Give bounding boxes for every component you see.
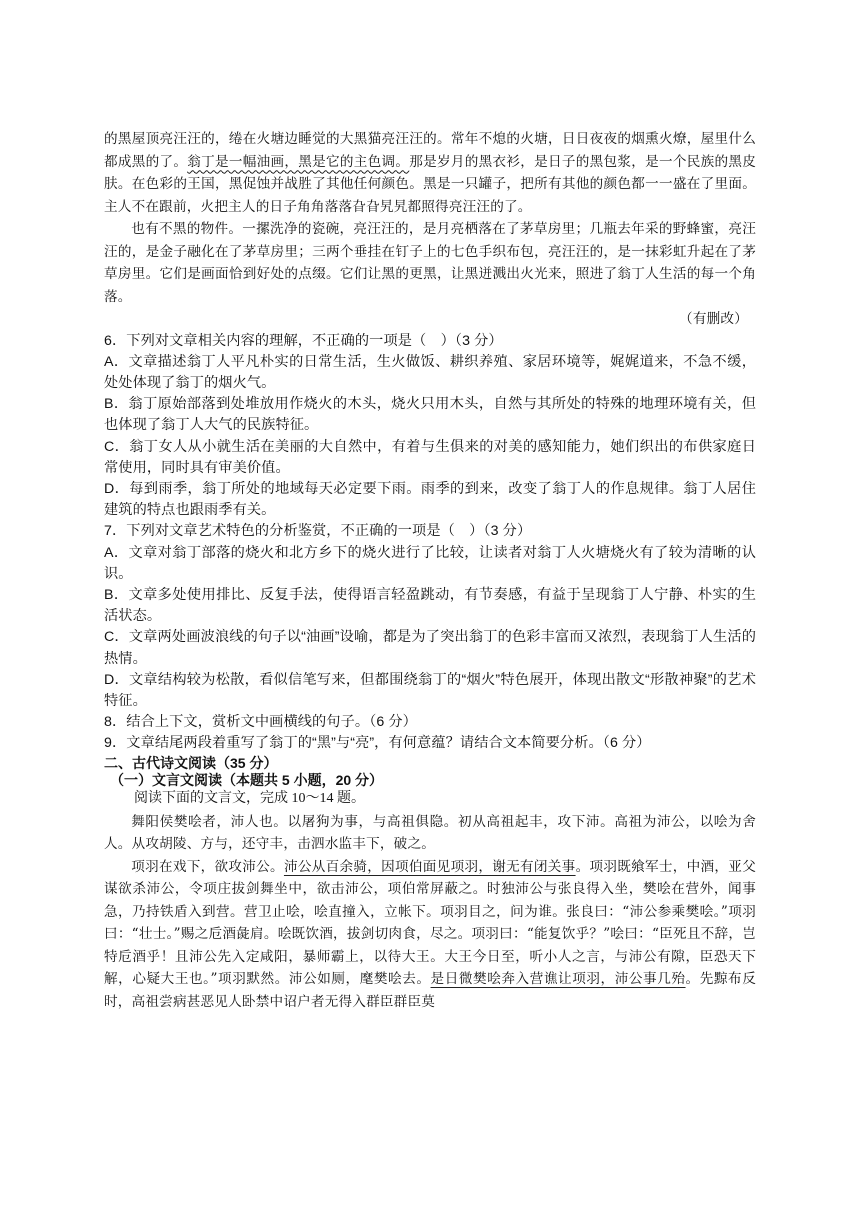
classical-paragraph-1: 舞阳侯樊哙者，沛人也。以屠狗为事，与高祖俱隐。初从高祖起丰，攻下沛。高祖为沛公，以哙为舍人。从攻胡陵、方与，还守丰，击泗水监丰下，破之。	[104, 813, 756, 853]
question-7-option-b: B．文章多处使用排比、反复手法，使得语言轻盈跳动，有节奏感，有益于呈现翁丁人宁静、朴实的生活状态。	[104, 586, 756, 625]
question-7: 7．下列对文章艺术特色的分析鉴赏，不正确的一项是（ ）（3 分）	[104, 523, 532, 540]
passage-text: 那是岁月的黑衣衫，是日子的黑包浆，是一个民族的黑皮肤。在色彩的王国，黑促蚀并战胜了其他任何颜色。黑是一只罐子，把所有其他的颜色都一一盛在了里面。主人不在跟前，火把主人的日子角角落落旮旮旯旯都照得亮汪汪的了。	[104, 153, 757, 215]
passage-paragraph-2: 也有不黑的物件。一摞洗净的瓷碗，亮汪汪的，是月亮栖落在了茅草房里；几瓶去年采的野蜂蜜，亮汪汪的，是金子融化在了茅草房里；三两个垂挂在钉子上的七色手织布包，亮汪汪的，是一抹彩虹升起在了茅草房里。它们是画面恰到好处的点缀。它们让黑的更黑，让黑迸溅出火光来，照进了翁丁人生活的每一个角落。	[104, 221, 756, 305]
question-7-option-a: A．文章对翁丁部落的烧火和北方乡下的烧火进行了比较，让读者对翁丁人火塘烧火有了较为清晰的认识。	[104, 544, 756, 582]
question-6-option-c: C．翁丁女人从小就生活在美丽的大自然中，有着与生俱来的对美的感知能力，她们织出的布供家庭日常使用，同时具有审美价值。	[104, 438, 756, 476]
question-6-option-d: D．每到雨季，翁丁所处的地域每天必定要下雨。雨季的到来，改变了翁丁人的作息规律。翁丁人居住建筑的特点也跟雨季有关。	[104, 480, 756, 519]
document-content	[104, 128, 756, 1013]
source-note: （有删改）	[679, 311, 748, 327]
question-7-option-c: C．文章两处画波浪线的句子以“油画”设喻，都是为了突出翁丁的色彩丰富而又浓烈，表现翁丁人生活的热情。	[104, 629, 756, 667]
classical-paragraph-2	[104, 856, 756, 1014]
passage-text: 的黑屋顶亮汪汪的，绻在火塘边睡觉的大黑猫亮汪汪的。常年不熄的火塘，日日夜夜的烟熏火燎，屋里什么都成黑的了。	[104, 131, 756, 170]
wavy-underlined-sentence: 翁丁是一幅油画，黑是它的主色调。	[187, 153, 410, 170]
section-2-title: 二、古代诗文阅读（35 分）	[104, 754, 278, 771]
classical-text: 。先黥布反时，高祖尝病甚恶见人卧禁中诏户者无得入群臣群臣莫	[104, 971, 757, 1010]
reading-instruction: 阅读下面的文言文，完成 10～14 题。	[134, 790, 365, 806]
underlined-sentence-2: 是日微樊哙奔入营谯让项羽，沛公事几殆	[430, 971, 686, 988]
question-6: 6．下列对文章相关内容的理解，不正确的一项是（ ）（3 分）	[104, 332, 503, 349]
question-6-option-b: B．翁丁原始部落到处堆放用作烧火的木头，烧火只用木头，自然与其所处的特殊的地理环境有关，但也体现了翁丁人大气的民族特征。	[104, 396, 756, 434]
question-6-option-a: A．文章描述翁丁人平凡朴实的日常生活，生火做饭、耕织养殖、家居环境等，娓娓道来，不急不缓，处处体现了翁丁的烟火气。	[104, 353, 756, 391]
underlined-sentence-1: 沛公从百余骑，因项伯面见项羽，谢无有闭关事	[283, 858, 576, 875]
question-9: 9．文章结尾两段着重写了翁丁的“黑”与“亮”，有何意蕴？请结合文本简要分析。（6 分）	[104, 735, 651, 752]
classical-text: 。项羽既飨军士，中酒，亚父谋欲杀沛公，令项庄拔剑舞坐中，欲击沛公，项伯常屏蔽之。时独沛公与张良得入坐，樊哙在营外，闻事急，乃持铁盾入到营。营卫止哙，哙直撞入，立帐下。项羽目之，问为谁。张良曰：“沛公参乘樊哙。”项羽曰：“壮士。”赐之卮酒彘肩。哙既饮酒，拔剑切肉食，尽之。项羽曰：“能复饮乎？”哙曰：“臣死且不辞，岂特卮酒乎！且沛公先入定咸阳，暴师霸上，以待大王。大王今日至，听小人之言，与沛公有隙，臣恐天下解，心疑大王也。”项羽默然。沛公如厕，麾樊哙去。	[104, 858, 756, 988]
question-7-option-d: D．文章结构较为松散，看似信笔写来，但都围绕翁丁的“烟火”特色展开，体现出散文“形散神聚”的艺术特征。	[104, 671, 756, 709]
section-2-subtitle: （一）文言文阅读（本题共 5 小题，20 分）	[110, 771, 384, 788]
question-8: 8．结合上下文，赏析文中画横线的句子。（6 分）	[104, 714, 417, 731]
passage-paragraph-1	[104, 128, 756, 218]
classical-text: 项羽在戏下，欲攻沛公。	[131, 858, 284, 875]
